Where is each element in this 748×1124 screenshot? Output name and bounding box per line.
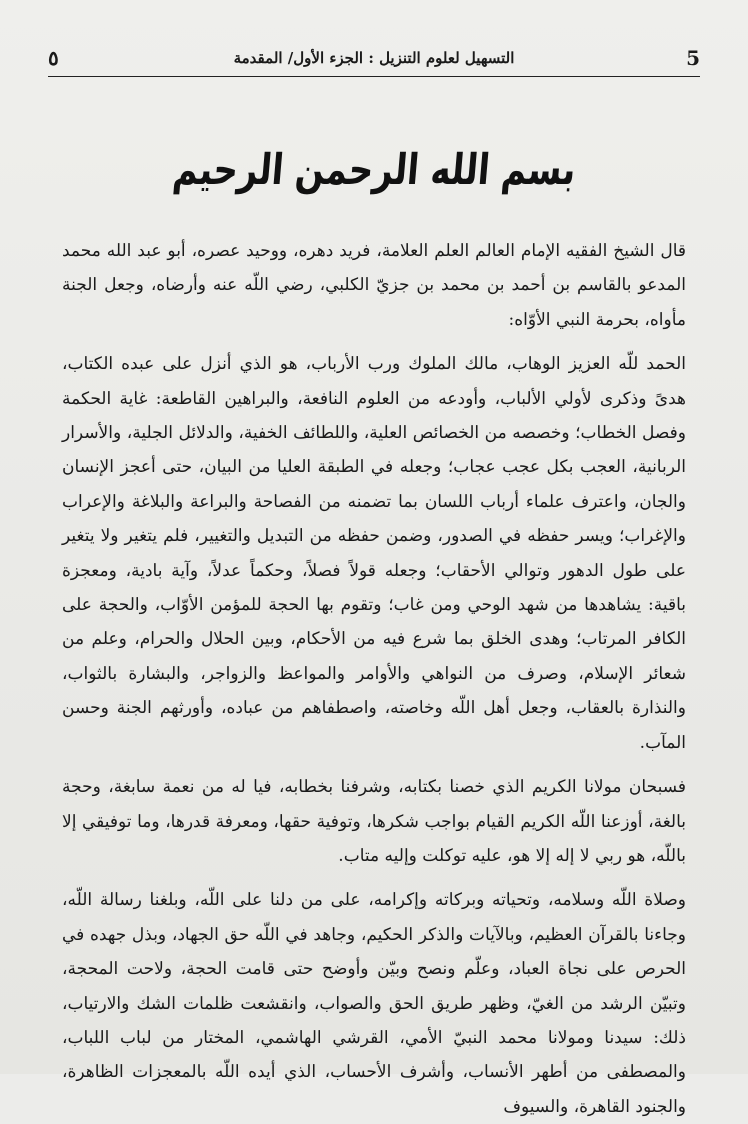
page-number-arabic-indic: ٥: [48, 46, 59, 70]
paragraph-intro: قال الشيخ الفقيه الإمام العالم العلم العلامة، فريد دهره، ووحيد عصره، أبو عبد الله محمد المدعو بالقاسم بن أحمد بن محمد بن جزيّ الكلبي، رضي اللّه عنه وأرضاه، وجعل الجنة مأواه، بحرمة النبي الأوّاه:: [62, 241, 686, 330]
page-number: 5: [686, 46, 700, 70]
basmala-text: بسم الله الرحمن الرحيم: [170, 145, 578, 195]
basmala-calligraphy: [0, 145, 748, 195]
paragraph-hamd: الحمد للّه العزيز الوهاب، مالك الملوك ورب الأرباب، هو الذي أنزل على عبده الكتاب، هدىً وذكرى لأولي الألباب، وأودعه من العلوم النافعة، والبراهين القاطعة: غاية الحكمة وفصل الخطاب؛ وخصصه من الخصائص العلية، واللطائف الخفية، والدلائل الجلية، والأسرار الربانية، العجب بكل عجب عجاب؛ وجعله في الطبقة العليا من البيان، حتى أعجز الإنسان والجان، واعترف علماء أرباب اللسان بما تضمنه من الفصاحة والبراعة والبلاغة والإعراب والإغراب؛ ويسر حفظه في الصدور، وضمن حفظه من التبديل والتغيير، فلم يتغير ولا يتغير على طول الدهور وتوالي الأحقاب؛ وجعله قولاً فصلاً، وحكماً عدلاً، وآية بادية، ومعجزة باقية: يشاهدها من شهد الوحي ومن غاب؛ وتقوم بها الحجة للمؤمن الأوّاب، والحجة على الكافر المرتاب؛ وهدى الخلق بما شرع فيه من الأحكام، وبين الحلال والحرام، وعلم من شعائر الإسلام، وصرف من النواهي والأوامر والمواعظ والزواجر، والبشارة بالثواب، والنذارة بالعقاب، وجعل أهل اللّه وخاصته، واصطفاهم من عباده، وأورثهم الجنة وحسن المآب.: [62, 354, 686, 753]
header-rule: [48, 76, 700, 77]
paragraph-subhan: فسبحان مولانا الكريم الذي خصنا بكتابه، وشرفنا بخطابه، فيا له من نعمة سابغة، وحجة بالغة، أوزعنا اللّه الكريم القيام بواجب شكرها، وتوفية حقها، ومعرفة قدرها، وما توفيقي إلا باللّه، هو ربي لا إله إلا هو، عليه توكلت وإليه متاب.: [62, 777, 686, 866]
paragraph-salat: وصلاة اللّه وسلامه، وتحياته وبركاته وإكرامه، على من دلنا على اللّه، وبلغنا رسالة اللّه، وجاءنا بالقرآن العظيم، وبالآيات والذكر الحكيم، وجاهد في اللّه حق الجهاد، وبذل جهده في الحرص على نجاة العباد، وعلّم ونصح وبيّن وأوضح حتى قامت الحجة، ولاحت المحجة، وتبيّن الرشد من الغيّ، وظهر طريق الحق والصواب، وانقشعت ظلمات الشك والارتياب، ذلك: سيدنا ومولانا محمد النبيّ الأمي، القرشي الهاشمي، المختار من لباب اللباب، والمصطفى من أطهر الأنساب، وأشرف الأحساب، الذي أيده اللّه بالمعجزات الظاهرة، والجنود القاهرة، والسيوف: [62, 890, 686, 1117]
running-title: التسهيل لعلوم التنزيل : الجزء الأول/ المقدمة: [233, 49, 515, 67]
main-text: [62, 234, 686, 1117]
running-header: [48, 40, 700, 76]
